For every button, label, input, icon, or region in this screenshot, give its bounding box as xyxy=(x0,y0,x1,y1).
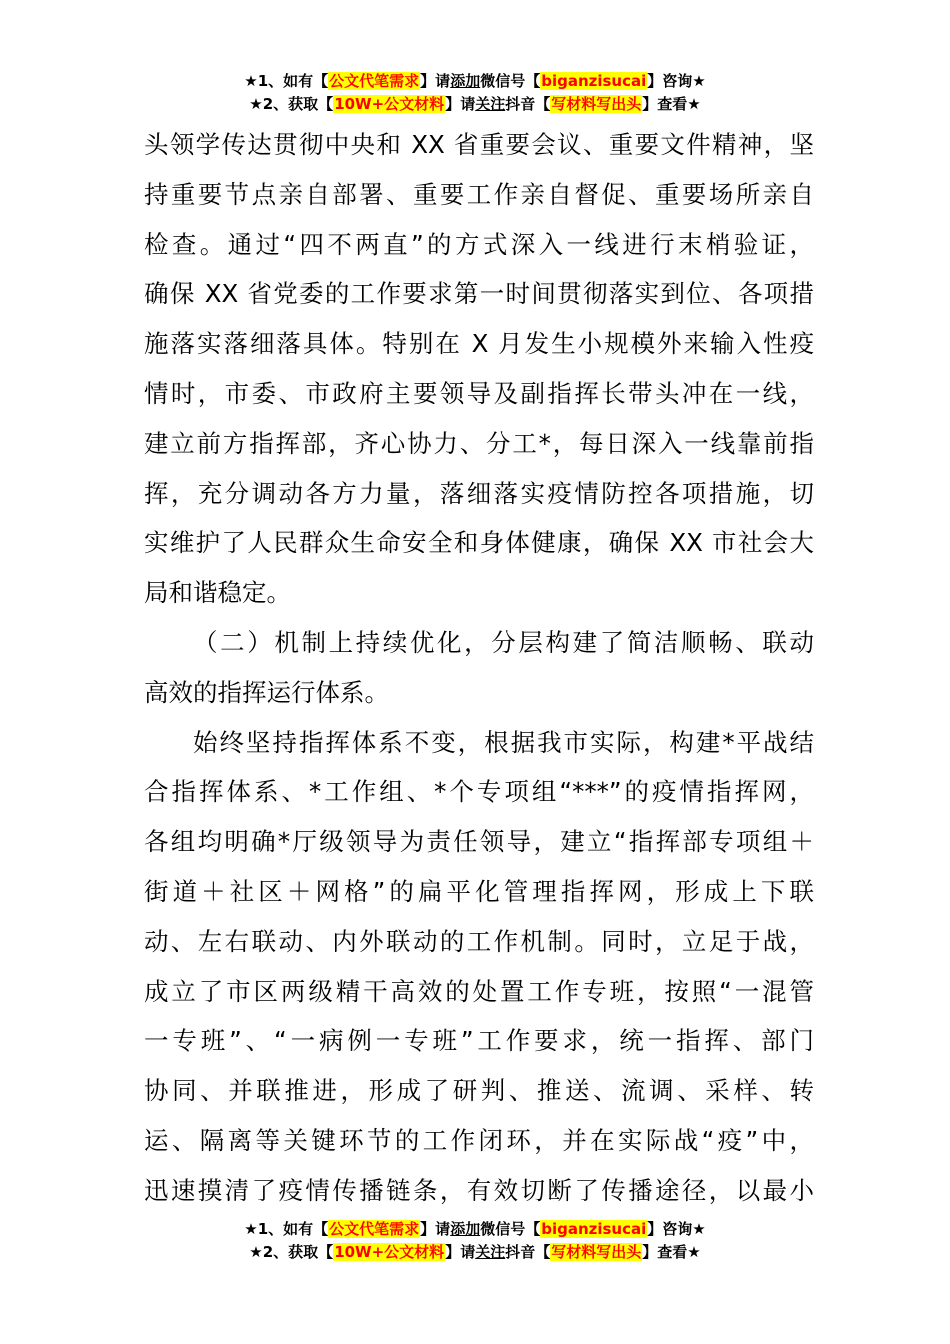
body-line: 一专班”、“一病例一专班”工作要求，统一指挥、部门 xyxy=(144,1026,814,1056)
body-line: 实维护了人民群众生命安全和身体健康，确保 XX 市社会大 xyxy=(144,528,814,558)
body-line: 迅速摸清了疫情传播链条，有效切断了传播途径，以最小 xyxy=(144,1175,814,1205)
promo-highlight: 公文代笔需求 xyxy=(329,1220,420,1238)
body-line: 协同、并联推进，形成了研判、推送、流调、采样、转 xyxy=(144,1076,814,1106)
body-line: 确保 XX 省党委的工作要求第一时间贯彻落实到位、各项措 xyxy=(144,279,814,309)
header-promo-banner xyxy=(0,70,950,116)
promo-highlight: 公文代笔需求 xyxy=(329,72,420,90)
promo-line-1: ★1、如有【公文代笔需求】请添加微信号【biganzisucai】咨询★ xyxy=(244,72,706,90)
body-line: 始终坚持指挥体系不变，根据我市实际，构建*平战结 xyxy=(193,727,814,757)
document-body xyxy=(144,120,814,1216)
body-line: 局和谐稳定。 xyxy=(144,578,291,608)
body-line: 各组均明确*厅级领导为责任领导，建立“指挥部专项组＋ xyxy=(144,827,814,857)
body-line: 动、左右联动、内外联动的工作机制。同时，立足于战， xyxy=(144,926,814,956)
body-line: 头领学传达贯彻中央和 XX 省重要会议、重要文件精神，坚 xyxy=(144,130,814,159)
promo-highlight: 10W+公文材料 xyxy=(334,1243,445,1261)
body-line: 持重要节点亲自部署、重要工作亲自督促、重要场所亲自 xyxy=(144,179,814,209)
body-line: 检查。通过“四不两直”的方式深入一线进行末梢验证， xyxy=(144,229,814,259)
promo-highlight: 写材料写出头 xyxy=(551,95,642,113)
promo-highlight: biganzisucai xyxy=(541,1220,647,1238)
section-heading-line: （二）机制上持续优化，分层构建了简洁顺畅、联动 xyxy=(193,627,814,657)
body-line: 合指挥体系、*工作组、*个专项组“***”的疫情指挥网， xyxy=(144,777,814,807)
promo-highlight: 10W+公文材料 xyxy=(334,95,445,113)
body-line: 街道＋社区＋网格”的扁平化管理指挥网，形成上下联 xyxy=(144,876,814,906)
section-heading-line: 高效的指挥运行体系。 xyxy=(144,677,389,707)
promo-line-1: ★1、如有【公文代笔需求】请添加微信号【biganzisucai】咨询★ xyxy=(244,1220,706,1238)
body-line: 挥，充分调动各方力量，落细落实疫情防控各项措施，切 xyxy=(144,478,814,508)
body-line: 施落实落细落具体。特别在 X 月发生小规模外来输入性疫 xyxy=(144,329,814,359)
promo-highlight: biganzisucai xyxy=(541,72,647,90)
promo-line-2: ★2、获取【10W+公文材料】请关注抖音【写材料写出头】查看★ xyxy=(249,1243,701,1261)
promo-highlight: 写材料写出头 xyxy=(551,1243,642,1261)
body-line: 情时，市委、市政府主要领导及副指挥长带头冲在一线， xyxy=(144,378,814,408)
footer-promo-banner xyxy=(0,1218,950,1264)
body-line: 成立了市区两级精干高效的处置工作专班，按照“一混管 xyxy=(144,976,814,1006)
promo-line-2: ★2、获取【10W+公文材料】请关注抖音【写材料写出头】查看★ xyxy=(249,95,701,113)
body-line: 建立前方指挥部，齐心协力、分工*，每日深入一线靠前指 xyxy=(144,428,814,458)
body-line: 运、隔离等关键环节的工作闭环，并在实际战“疫”中， xyxy=(144,1125,814,1155)
